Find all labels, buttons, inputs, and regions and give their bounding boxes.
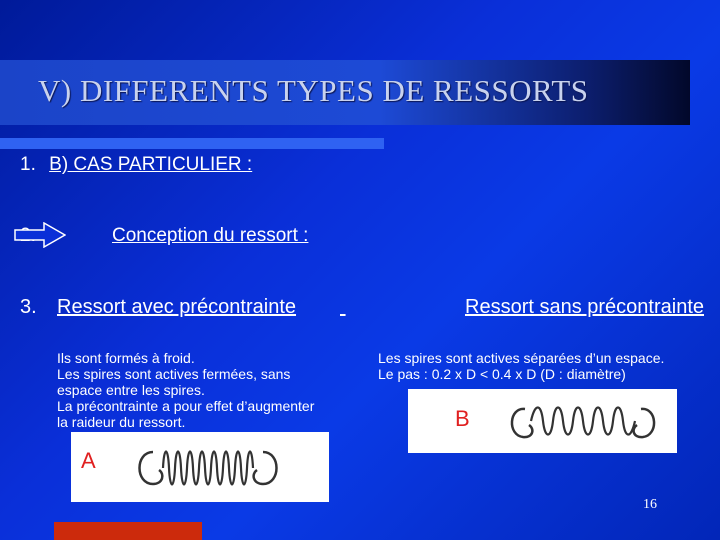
left-line-4: La précontrainte a pour effet d’augmenter [57,398,315,414]
slide-title: V) DIFFERENTS TYPES DE RESSORTS [38,73,589,108]
right-line-2: Le pas : 0.2 x D < 0.4 x D (D : diamètre) [378,366,626,382]
item-1 [20,154,252,176]
item-1-text: B) CAS PARTICULIER : [49,154,253,175]
item-3-number: 3. [20,296,37,318]
left-line-1: Ils sont formés à froid. [57,350,195,366]
page-number: 16 [643,497,657,512]
left-line-3: espace entre les spires. [57,382,205,398]
item-2-text: Conception du ressort : [112,225,309,246]
left-line-2: Les spires sont actives fermées, sans [57,366,291,382]
right-line-1: Les spires sont actives séparées d’un espace. [378,350,665,366]
spring-b-icon [503,395,663,447]
item-3-gap [340,296,380,319]
spring-a-icon [133,440,283,496]
item-1-number: 1. [20,154,36,175]
left-line-5: la raideur du ressort. [57,414,186,430]
item-3-line2: Ressort sans précontrainte [465,296,705,318]
left-column-text [57,350,357,430]
image-b-label: B [455,406,470,431]
spring-image-b [408,389,677,453]
image-a-label: A [81,448,96,473]
spring-image-a [71,432,329,502]
right-column-text [378,350,718,382]
title-rule [0,138,384,149]
item-3-line1: Ressort avec précontrainte [57,296,297,318]
arrow-right-icon [14,222,66,248]
accent-bar [54,522,202,540]
